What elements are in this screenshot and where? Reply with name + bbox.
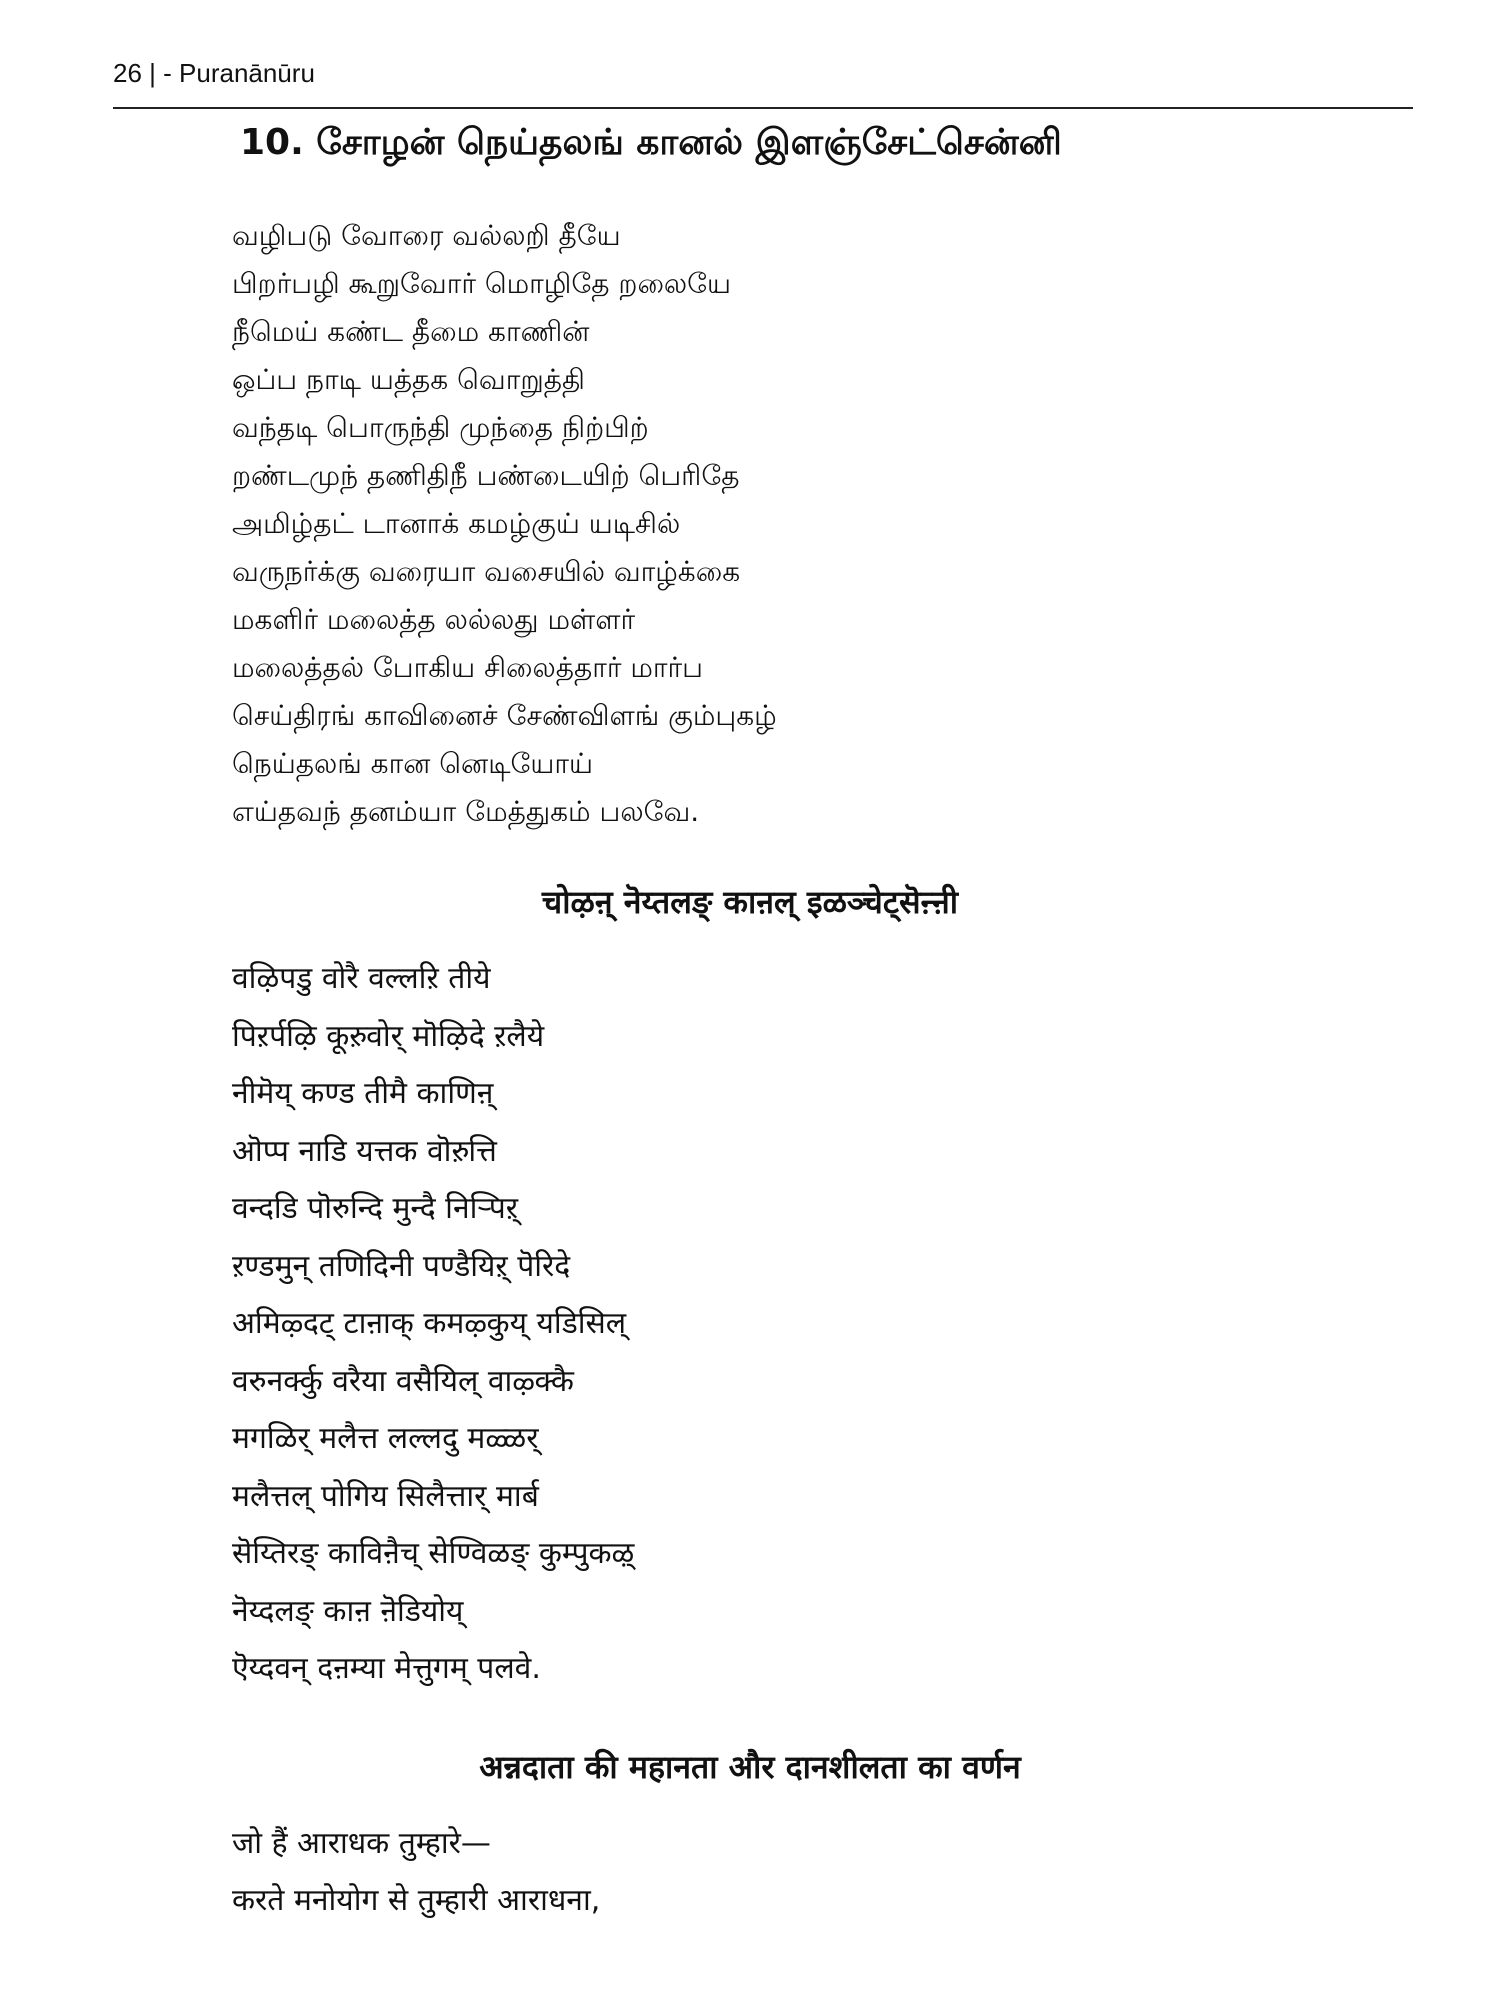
verse-line: பிறர்பழி கூறுவோர் மொழிதே றலையே <box>232 267 732 300</box>
verse-line: मलैत्तल् पोगिय सिलैत्तार् मार्ब <box>232 1478 539 1514</box>
verse-line: सॆय्तिरङ् काविऩैच् सेण्विळङ् कुम्पुकऴ् <box>232 1536 635 1571</box>
header-rule <box>113 107 1413 109</box>
page-number: 26 <box>113 58 142 88</box>
verse-line: करते मनोयोग से तुम्हारी आराधना, <box>232 1883 601 1918</box>
verse-line: றண்டமுந் தணிதிநீ பண்டையிற் பெரிதே <box>232 459 740 492</box>
verse-line: மகளிர் மலைத்த லல்லது மள்ளர் <box>232 603 636 636</box>
hindi-heading: अन्नदाता की महानता और दानशीलता का वर्णन <box>479 1748 1021 1786</box>
verse-line: மலைத்தல் போகிய சிலைத்தார் மார்ப <box>232 651 704 684</box>
devanagari-verse <box>232 950 634 1698</box>
verse-line: नीमॆय् कण्ड तीमै काणिऩ् <box>232 1076 494 1111</box>
verse-line: नॆय्दलङ् काऩ ऩॆडियोय् <box>232 1593 464 1629</box>
poem-title: 10. சோழன் நெய்தலங் கானல் இளஞ்சேட்சென்னி <box>240 122 1062 163</box>
header-separator: | <box>149 58 156 88</box>
book-title: - Puranānūru <box>163 58 315 88</box>
verse-line: वऴिपडु वोरै वल्लऱि तीये <box>232 961 491 996</box>
verse-line: வழிபடு வோரை வல்லறி தீயே <box>232 219 621 252</box>
verse-line: ऱण्डमुन् तणिदिनी पण्डैयिऱ् पॆरिदे <box>232 1248 571 1284</box>
verse-line: ऒप्प नाडि यत्तक वॊऱुत्ति <box>232 1133 497 1169</box>
transliteration-title: चोऴऩ् नॆय्तलङ् काऩल् इळञ्चेट्सॆऩ्ऩी <box>541 883 959 921</box>
verse-line: செய்திரங் காவினைச் சேண்விளங் கும்புகழ் <box>232 699 777 732</box>
verse-line: அமிழ்தட் டானாக் கமழ்குய் யடிசில் <box>232 507 681 540</box>
tamil-verse <box>232 212 777 836</box>
verse-line: पिऱर्पऴि कूऱुवोर् मॊऴिदे ऱलैये <box>232 1018 545 1054</box>
verse-line: वरुनर्क्कु वरैया वसैयिल् वाऴ्क्कै <box>232 1363 574 1399</box>
verse-line: वन्दडि पॊरुन्दि मुन्दै निऱ्पिऱ् <box>232 1191 519 1226</box>
running-head <box>113 58 315 89</box>
verse-line: जो हैं आराधक तुम्हारे— <box>232 1826 491 1861</box>
verse-line: ऎय्दवन् दऩम्या मेत्तुगम् पलवे. <box>232 1651 541 1686</box>
verse-line: வந்தடி பொருந்தி முந்தை நிற்பிற் <box>232 411 649 444</box>
verse-line: எய்தவந் தனம்யா மேத்துகம் பலவே. <box>232 795 700 828</box>
verse-line: நீமெய் கண்ட தீமை காணின் <box>232 315 590 348</box>
verse-line: ஒப்ப நாடி யத்தக வொறுத்தி <box>232 363 585 396</box>
hindi-verse <box>232 1815 600 1929</box>
verse-line: मगळिर् मलैत्त लल्लदु मळ्ळर् <box>232 1421 539 1456</box>
verse-line: வருநர்க்கு வரையா வசையில் வாழ்க்கை <box>232 555 741 588</box>
verse-line: अमिऴ्दट् टाऩाक् कमऴ्कुय् यडिसिल् <box>232 1306 627 1341</box>
verse-line: நெய்தலங் கான னெடியோய் <box>232 747 594 780</box>
